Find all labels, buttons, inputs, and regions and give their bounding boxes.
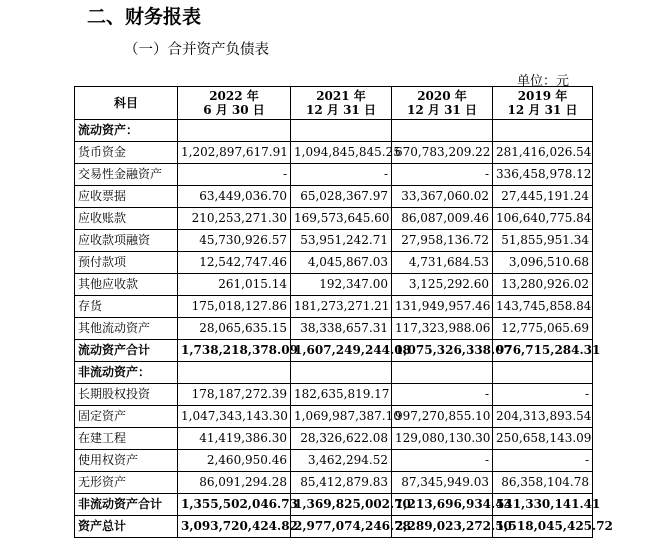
header-date: 12 月 31 日	[306, 103, 376, 117]
value-cell	[291, 120, 392, 142]
value-cell: 1,094,845,845.25	[291, 142, 392, 164]
table-row	[75, 164, 593, 186]
value-cell: 28,326,622.08	[291, 428, 392, 450]
header-date: 6 月 30 日	[203, 103, 265, 117]
row-label: 固定资产	[75, 406, 178, 428]
value-cell: 192,347.00	[291, 274, 392, 296]
value-cell: 65,028,367.97	[291, 186, 392, 208]
value-cell	[392, 362, 493, 384]
value-cell: 33,367,060.02	[392, 186, 493, 208]
section-heading: 二、财务报表	[87, 6, 202, 28]
table-row	[75, 296, 593, 318]
value-cell: 1,355,502,046.73	[178, 494, 291, 516]
value-cell	[291, 362, 392, 384]
value-cell: 63,449,036.70	[178, 186, 291, 208]
value-cell: 53,951,242.71	[291, 230, 392, 252]
header-period	[178, 87, 291, 120]
table-row	[75, 406, 593, 428]
total-row	[75, 516, 593, 538]
value-cell: 3,093,720,424.82	[178, 516, 291, 538]
value-cell: 87,345,949.03	[392, 472, 493, 494]
table-row	[75, 252, 593, 274]
value-cell	[178, 120, 291, 142]
header-period	[493, 87, 593, 120]
value-cell: 250,658,143.09	[493, 428, 593, 450]
value-cell: 13,280,926.02	[493, 274, 593, 296]
row-label: 资产总计	[75, 516, 178, 538]
value-cell: -	[291, 164, 392, 186]
value-cell: 3,462,294.52	[291, 450, 392, 472]
row-label: 应收款项融资	[75, 230, 178, 252]
value-cell: 3,096,510.68	[493, 252, 593, 274]
value-cell: -	[178, 164, 291, 186]
value-cell: 86,087,009.46	[392, 208, 493, 230]
value-cell: 204,313,893.54	[493, 406, 593, 428]
value-cell: 106,640,775.84	[493, 208, 593, 230]
header-row	[75, 87, 593, 120]
header-year: 2020 年	[417, 89, 467, 103]
header-date: 12 月 31 日	[507, 103, 578, 117]
value-cell: 38,338,657.31	[291, 318, 392, 340]
value-cell	[493, 120, 593, 142]
row-label: 无形资产	[75, 472, 178, 494]
row-label: 使用权资产	[75, 450, 178, 472]
value-cell: 541,330,141.41	[493, 494, 593, 516]
total-row	[75, 494, 593, 516]
value-cell: 1,607,249,244.08	[291, 340, 392, 362]
header-year: 2019 年	[517, 89, 568, 103]
header-item: 科目	[75, 87, 178, 120]
value-cell: 4,731,684.53	[392, 252, 493, 274]
value-cell: 117,323,988.06	[392, 318, 493, 340]
value-cell: 85,412,879.83	[291, 472, 392, 494]
value-cell: 281,416,026.54	[493, 142, 593, 164]
table-row	[75, 318, 593, 340]
value-cell: 27,445,191.24	[493, 186, 593, 208]
row-label: 非流动资产合计	[75, 494, 178, 516]
row-label: 预付款项	[75, 252, 178, 274]
value-cell: 51,855,951.34	[493, 230, 593, 252]
value-cell: 178,187,272.39	[178, 384, 291, 406]
header-year: 2022 年	[209, 89, 259, 103]
value-cell: -	[392, 164, 493, 186]
value-cell: -	[392, 384, 493, 406]
header-period	[291, 87, 392, 120]
value-cell: 3,125,292.60	[392, 274, 493, 296]
row-label: 流动资产：	[75, 120, 178, 142]
table-title: （一）合并资产负债表	[124, 42, 269, 58]
value-cell: 261,015.14	[178, 274, 291, 296]
table-row	[75, 142, 593, 164]
balance-sheet-table	[74, 86, 613, 538]
row-label: 货币资金	[75, 142, 178, 164]
value-cell: 670,783,209.22	[392, 142, 493, 164]
value-cell: 182,635,819.17	[291, 384, 392, 406]
value-cell: 4,045,867.03	[291, 252, 392, 274]
value-cell: 131,949,957.46	[392, 296, 493, 318]
value-cell: 210,253,271.30	[178, 208, 291, 230]
value-cell: 86,358,104.78	[493, 472, 593, 494]
header-year: 2021 年	[316, 89, 366, 103]
table-row	[75, 384, 593, 406]
row-label: 在建工程	[75, 428, 178, 450]
value-cell: 1,518,045,425.72	[493, 516, 593, 538]
header-date: 12 月 31 日	[407, 103, 477, 117]
row-label: 长期股权投资	[75, 384, 178, 406]
value-cell: 1,047,343,143.30	[178, 406, 291, 428]
row-label: 非流动资产：	[75, 362, 178, 384]
value-cell: 143,745,858.84	[493, 296, 593, 318]
value-cell: 2,289,023,272.50	[392, 516, 493, 538]
row-label: 应收账款	[75, 208, 178, 230]
value-cell: 86,091,294.28	[178, 472, 291, 494]
value-cell: 1,075,326,338.07	[392, 340, 493, 362]
value-cell: 41,419,386.30	[178, 428, 291, 450]
row-label: 应收票据	[75, 186, 178, 208]
value-cell: 2,977,074,246.78	[291, 516, 392, 538]
value-cell: 2,460,950.46	[178, 450, 291, 472]
value-cell: 181,273,271.21	[291, 296, 392, 318]
value-cell: 976,715,284.31	[493, 340, 593, 362]
value-cell: 1,069,987,387.10	[291, 406, 392, 428]
table-row	[75, 186, 593, 208]
row-label: 交易性金融资产	[75, 164, 178, 186]
table-body	[75, 120, 613, 538]
value-cell: 169,573,645.60	[291, 208, 392, 230]
value-cell: 1,738,218,378.09	[178, 340, 291, 362]
value-cell	[493, 362, 593, 384]
value-cell: 336,458,978.12	[493, 164, 593, 186]
table-row	[75, 274, 593, 296]
value-cell: -	[493, 450, 593, 472]
value-cell: 175,018,127.86	[178, 296, 291, 318]
value-cell: -	[493, 384, 593, 406]
value-cell: 129,080,130.30	[392, 428, 493, 450]
header-period	[392, 87, 493, 120]
row-label: 存货	[75, 296, 178, 318]
value-cell: 45,730,926.57	[178, 230, 291, 252]
table-row	[75, 450, 593, 472]
unit-label: 单位：元	[517, 74, 570, 89]
value-cell: -	[392, 450, 493, 472]
value-cell	[178, 362, 291, 384]
value-cell: 27,958,136.72	[392, 230, 493, 252]
value-cell: 1,369,825,002.70	[291, 494, 392, 516]
table-row	[75, 230, 593, 252]
value-cell: 1,202,897,617.91	[178, 142, 291, 164]
section-row	[75, 362, 593, 384]
row-label: 其他应收款	[75, 274, 178, 296]
table-row	[75, 472, 593, 494]
row-label: 流动资产合计	[75, 340, 178, 362]
value-cell	[392, 120, 493, 142]
row-label: 其他流动资产	[75, 318, 178, 340]
table-row	[75, 208, 593, 230]
value-cell: 12,775,065.69	[493, 318, 593, 340]
value-cell: 28,065,635.15	[178, 318, 291, 340]
value-cell: 12,542,747.46	[178, 252, 291, 274]
total-row	[75, 340, 593, 362]
value-cell: 997,270,855.10	[392, 406, 493, 428]
value-cell: 1,213,696,934.43	[392, 494, 493, 516]
section-row	[75, 120, 593, 142]
table-row	[75, 428, 593, 450]
